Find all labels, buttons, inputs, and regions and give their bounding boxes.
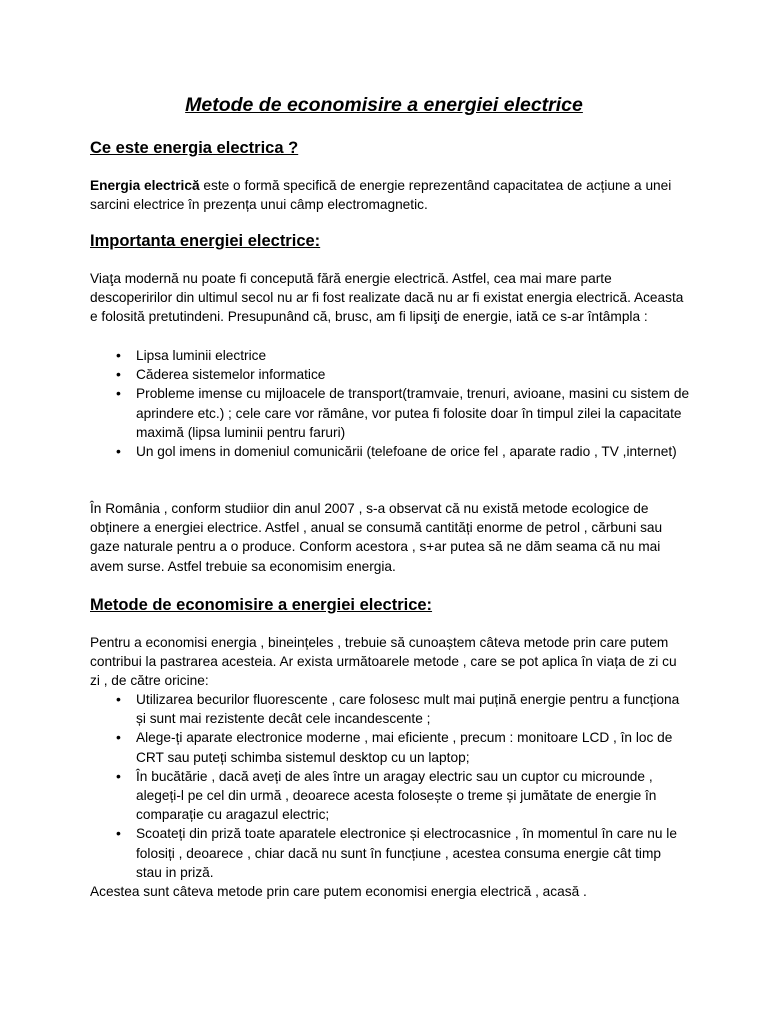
methods-paragraph: Pentru a economisi energia , bineințeles , trebuie să cunoaștem câteva metode prin care putem contribui la pastrarea acesteia. Ar exista următoarele metode , care se pot aplica în viața de zi cu zi , de către oricine: xyxy=(90,635,677,689)
document-title: Metode de economisire a energiei electrice xyxy=(185,94,583,116)
list-item: • Alege-ți aparate electronice moderne , mai eficiente , precum : monitoare LCD , în loc de CRT sau puteți schimba sistemul desktop cu un laptop; xyxy=(90,728,690,766)
romania-paragraph: În România , conform studiior din anul 2007 , s-a observat că nu există metode ecologice de obținere a energiei electrice. Astfel , anual se consumă cantități enorme de petrol , cărbuni sau gaze naturale pentru a o produce. Conform acestora , s+ar putea să ne dăm seama că nu mai avem surse. Astfel trebuie sa economisim energia. xyxy=(90,501,663,574)
list-item: • Un gol imens in domeniul comunicării (telefoane de orice fel , aparate radio , TV ,internet) xyxy=(90,442,690,461)
methods-list xyxy=(90,690,690,882)
list-item: • Probleme imense cu mijloacele de transport(tramvaie, trenuri, avioane, masini cu sistem de aprindere etc.) ; cele care vor rămâne, vor putea fi folosite doar în timpul zilei la capacitate maximă (lipsa luminii pentru faruri) xyxy=(90,384,690,442)
list-item: • Lipsa luminii electrice xyxy=(90,346,690,365)
list-item: • Căderea sistemelor informatice xyxy=(90,365,690,384)
definition-term: Energia electrică xyxy=(90,178,200,193)
list-item: • În bucătărie , dacă aveți de ales între un aragay electric sau un cuptor cu microunde , alegeți-l pe cel din urmă , deoarece acesta folosește o treme și jumătate de energie în comparație cu aragazul electric; xyxy=(90,767,690,825)
list-item: • Utilizarea becurilor fluorescente , care folosesc mult mai puțină energie pentru a funcționa și sunt mai rezistente decât cele incandescente ; xyxy=(90,690,690,728)
importance-paragraph: Viaţa modernă nu poate fi concepută fără energie electrică. Astfel, cea mai mare parte descoperirilor din ultimul secol nu ar fi fost realizate dacă nu ar fi existat energia electrică. Aceasta e folosită pretutindeni. Presupunând că, brusc, am fi lipsiţi de energie, iată ce s-ar întâmpla : xyxy=(90,271,684,325)
definition-paragraph xyxy=(90,176,690,214)
definition-text: este o formă specifică de energie reprezentând capacitatea de acțiune a unei sarcini electrice în prezența unui câmp electromagnetic. xyxy=(90,178,672,213)
closing-paragraph: Acestea sunt câteva metode prin care putem economisi energia electrică , acasă . xyxy=(90,884,587,899)
section-heading-what-is: Ce este energia electrica ? xyxy=(90,139,299,157)
section-heading-importance: Importanta energiei electrice: xyxy=(90,232,321,250)
consequences-list xyxy=(90,346,690,461)
list-item: • Scoateți din priză toate aparatele electronice și electrocasnice , în momentul în care nu le folosiți , deoarece , chiar dacă nu sunt în funcțiune , acestea consuma energie cât timp stau in priză. xyxy=(90,824,690,882)
section-heading-methods: Metode de economisire a energiei electrice: xyxy=(90,596,433,614)
